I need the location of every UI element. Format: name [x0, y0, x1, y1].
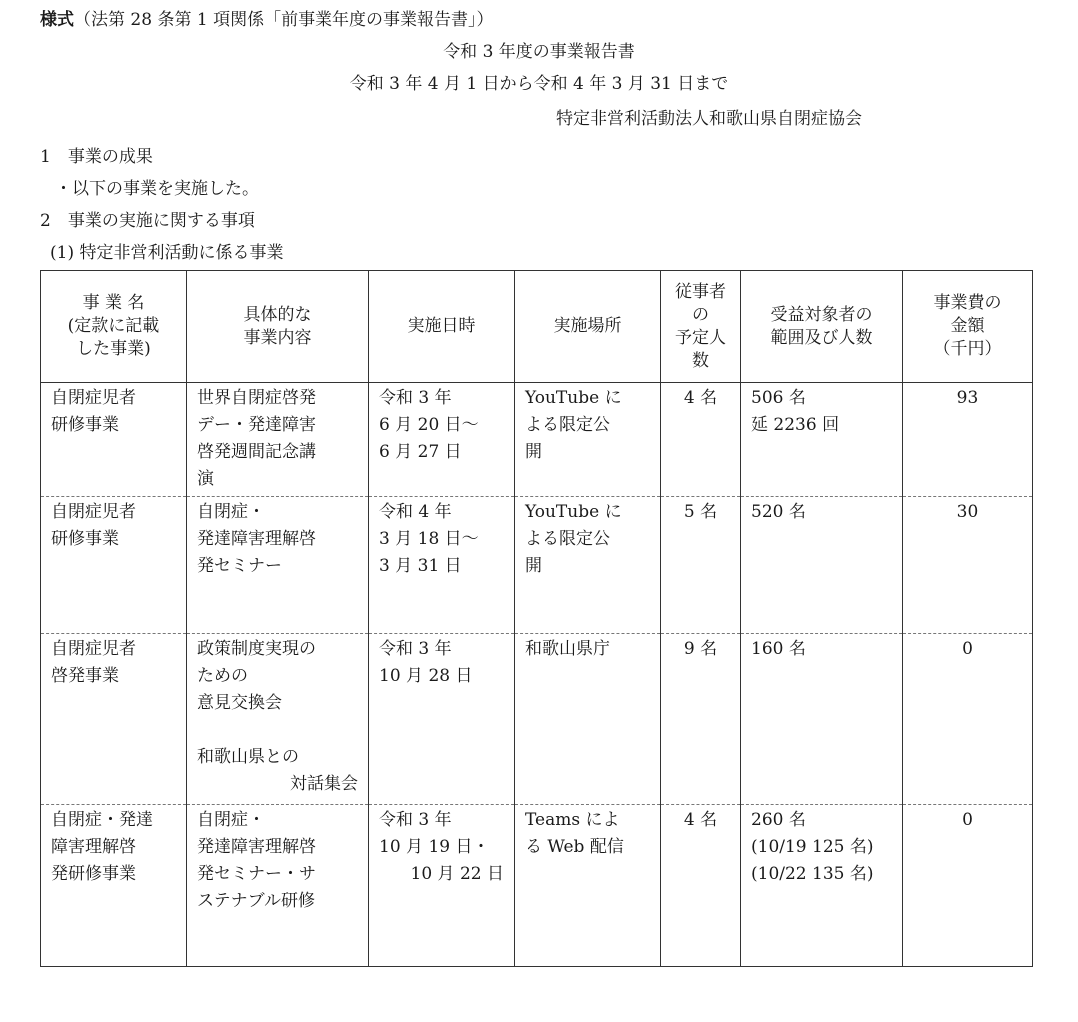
cell-staff: 9 名 — [661, 634, 741, 805]
cell-date: 令和 4 年 3 月 18 日～ 3 月 31 日 — [369, 497, 515, 634]
cell-name: 自閉症児者 研修事業 — [41, 383, 187, 497]
cell-date: 令和 3 年 10 月 19 日・ 10 月 22 日 — [369, 805, 515, 967]
cell-beneficiaries: 520 名 — [741, 497, 903, 634]
form-note: （法第 28 条第 1 項関係「前事業年度の事業報告書」） — [74, 10, 494, 30]
report-period: 令和 3 年 4 月 1 日から令和 4 年 3 月 31 日まで — [349, 74, 729, 94]
organization-name: 特定非営利活動法人和歌山県自閉症協会 — [556, 109, 862, 129]
project-table — [40, 270, 1033, 967]
cell-content: 自閉症・ 発達障害理解啓 発セミナー — [187, 497, 369, 634]
cell-content: 自閉症・ 発達障害理解啓 発セミナー・サ ステナブル研修 — [187, 805, 369, 967]
cell-staff: 4 名 — [661, 805, 741, 967]
section-1-body: ・以下の事業を実施した。 — [55, 179, 259, 199]
cell-place: Teams によ る Web 配信 — [515, 805, 661, 967]
header-place: 実施場所 — [515, 271, 661, 383]
table-row — [41, 805, 1033, 967]
cell-content: 政策制度実現の ための 意見交換会 和歌山県との 対話集会 — [187, 634, 369, 805]
cell-cost: 30 — [903, 497, 1033, 634]
cell-staff: 5 名 — [661, 497, 741, 634]
cell-staff: 4 名 — [661, 383, 741, 497]
cell-beneficiaries: 160 名 — [741, 634, 903, 805]
header-name: 事 業 名 (定款に記載 した事業) — [41, 271, 187, 383]
report-title: 令和 3 年度の事業報告書 — [443, 42, 635, 62]
cell-cost: 0 — [903, 805, 1033, 967]
cell-place: YouTube に よる限定公 開 — [515, 383, 661, 497]
table-row — [41, 634, 1033, 805]
header-date: 実施日時 — [369, 271, 515, 383]
header-beneficiaries: 受益対象者の 範囲及び人数 — [741, 271, 903, 383]
table-row — [41, 383, 1033, 497]
cell-content: 世界自閉症啓発 デー・発達障害 啓発週間記念講 演 — [187, 383, 369, 497]
header-staff: 従事者 の 予定人 数 — [661, 271, 741, 383]
table-row — [41, 497, 1033, 634]
form-label: 様式 — [40, 10, 74, 30]
header-cost: 事業費の 金額 （千円） — [903, 271, 1033, 383]
cell-name: 自閉症・発達 障害理解啓 発研修事業 — [41, 805, 187, 967]
section-2-subtitle: (1) 特定非営利活動に係る事業 — [50, 243, 284, 263]
cell-place: 和歌山県庁 — [515, 634, 661, 805]
cell-name: 自閉症児者 研修事業 — [41, 497, 187, 634]
cell-place: YouTube に よる限定公 開 — [515, 497, 661, 634]
cell-beneficiaries: 260 名 (10/19 125 名) (10/22 135 名) — [741, 805, 903, 967]
cell-beneficiaries: 506 名 延 2236 回 — [741, 383, 903, 497]
cell-date: 令和 3 年 6 月 20 日～ 6 月 27 日 — [369, 383, 515, 497]
section-1-title: 1 事業の成果 — [40, 147, 153, 167]
section-2-title: 2 事業の実施に関する事項 — [40, 211, 255, 231]
form-header-line — [40, 8, 494, 32]
cell-name: 自閉症児者 啓発事業 — [41, 634, 187, 805]
table-header-row — [41, 271, 1033, 383]
cell-cost: 0 — [903, 634, 1033, 805]
cell-date: 令和 3 年 10 月 28 日 — [369, 634, 515, 805]
cell-cost: 93 — [903, 383, 1033, 497]
header-content: 具体的な 事業内容 — [187, 271, 369, 383]
